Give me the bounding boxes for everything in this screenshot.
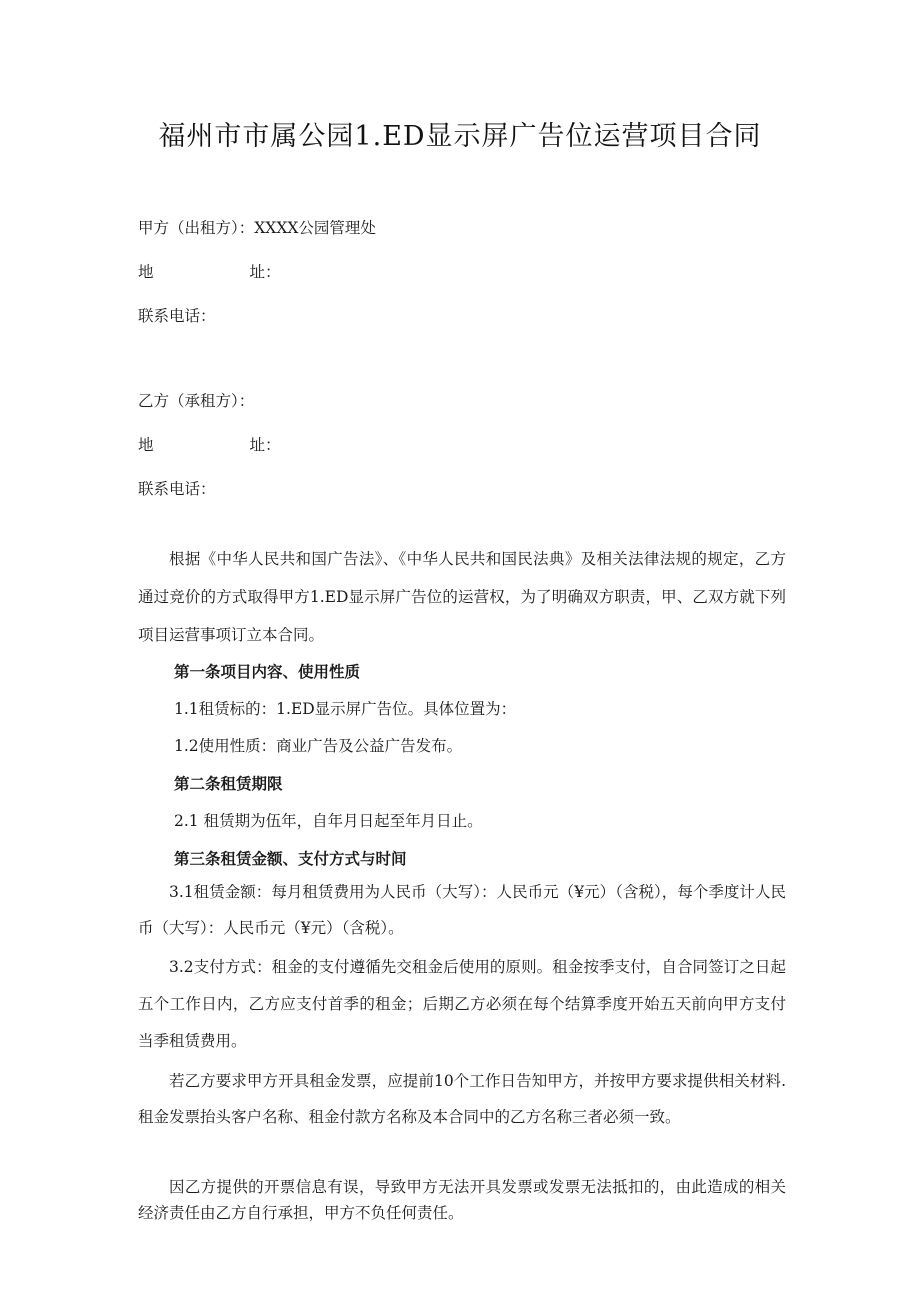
party-b-address-right: 址： bbox=[249, 436, 281, 454]
party-a-address-left: 地 bbox=[138, 263, 154, 281]
party-b-address-left: 地 bbox=[138, 436, 154, 454]
party-a-address bbox=[138, 260, 281, 282]
article1-item2: 1.2使用性质：商业广告及公益广告发布。 bbox=[174, 737, 463, 755]
article2-heading: 第二条租赁期限 bbox=[174, 775, 283, 793]
party-b-address bbox=[138, 433, 281, 455]
contract-title: 福州市市属公园1.ED显示屏广告位运营项目合同 bbox=[158, 121, 762, 152]
article3-item2: 3.2支付方式：租金的支付遵循先交租金后使用的原则。租金按季支付，自合同签订之日起五个工作日内，乙方应支付首季的租金；后期乙方必须在每个结算季度开始五天前向甲方支付当季租赁费用。 bbox=[138, 958, 786, 1050]
article2-item1: 2.1 租赁期为伍年，自年月日起至年月日止。 bbox=[174, 812, 483, 830]
article3-heading: 第三条租赁金额、支付方式与时间 bbox=[174, 850, 407, 868]
liability-paragraph: 因乙方提供的开票信息有误，导致甲方无法开具发票或发票无法抵扣的，由此造成的相关经济责任由乙方自行承担，甲方不负任何责任。 bbox=[138, 1178, 786, 1222]
party-b-phone: 联系电话： bbox=[138, 480, 216, 498]
party-a-line: 甲方（出租方）：XXXX公园管理处 bbox=[138, 219, 376, 237]
invoice-paragraph: 若乙方要求甲方开具租金发票，应提前10个工作日告知甲方，并按甲方要求提供相关材料.租金发票抬头客户名称、租金付款方名称及本合同中的乙方名称三者必须一致。 bbox=[138, 1072, 786, 1126]
article1-item1: 1.1租赁标的：1.ED显示屏广告位。具体位置为： bbox=[174, 700, 517, 718]
party-a-address-right: 址： bbox=[249, 263, 281, 281]
intro-paragraph: 根据《中华人民共和国广告法》、《中华人民共和国民法典》及相关法律法规的规定，乙方通过竞价的方式取得甲方1.ED显示屏广告位的运营权，为了明确双方职责，甲、乙双方就下列项目运营事项订立本合同。 bbox=[138, 550, 786, 644]
party-a-phone: 联系电话： bbox=[138, 307, 216, 325]
article1-heading: 第一条项目内容、使用性质 bbox=[174, 663, 361, 681]
article3-item1: 3.1租赁金额：每月租赁费用为人民币（大写）：人民币元（¥元）（含税），每个季度计人民币（大写）：人民币元（¥元）（含税）。 bbox=[138, 883, 786, 937]
party-b-line: 乙方（承租方）： bbox=[138, 392, 255, 410]
